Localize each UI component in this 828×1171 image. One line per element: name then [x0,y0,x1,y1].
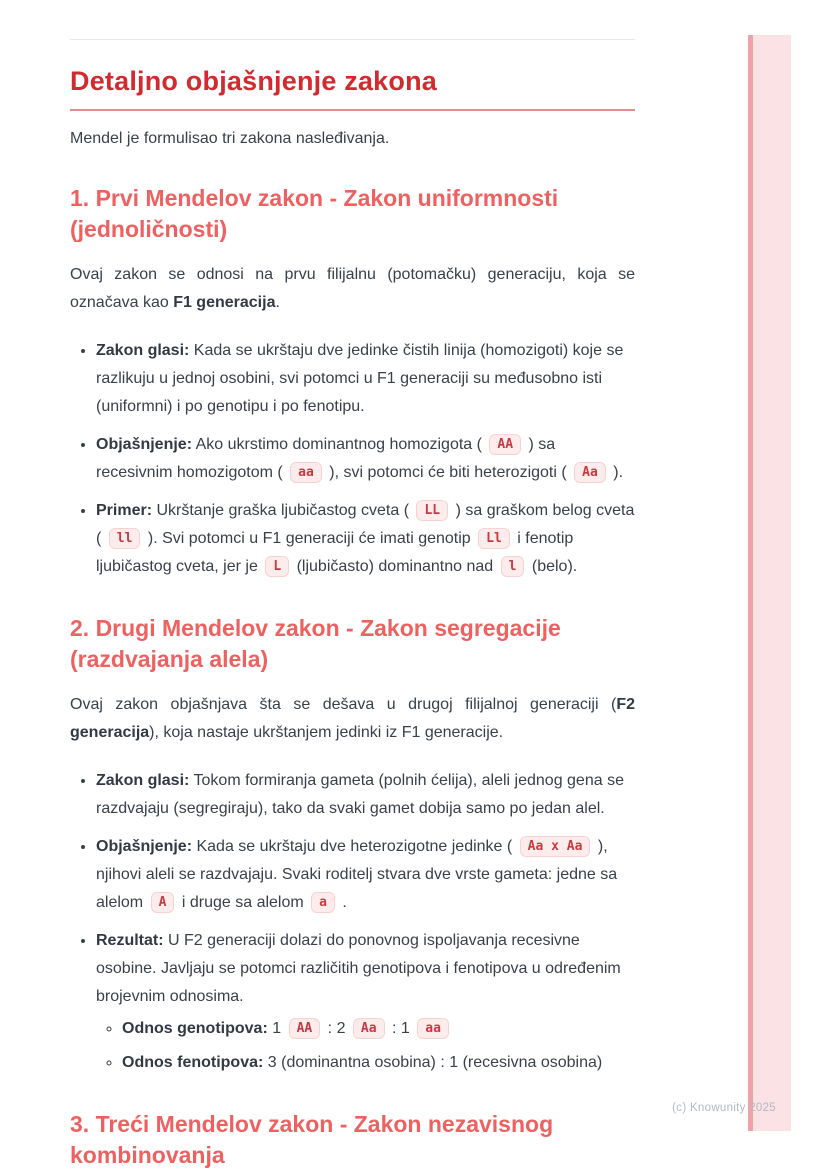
text-run: i fenotip ljubičastog cveta, jer je [96,530,574,575]
bold-text: F2 generacija [70,696,635,741]
text-run: Ovaj zakon objašnjava šta se dešava u drugoj filijalnoj generaciji ( [70,696,617,713]
text-run: U F2 generaciji dolazi do ponovnog ispoljavanja recesivne osobine. Javljaju se potomci različitih genotipova i fenotipova u određenim brojevnim odnosima. [96,932,621,1005]
text-run: (ljubičasto) dominantno nad [292,558,498,575]
section-paragraph [70,261,635,317]
allele-badge: AA [489,434,521,455]
allele-badge: a [311,892,335,913]
allele-badge: aa [290,462,322,483]
bold-text: Zakon glasi: [96,342,190,359]
section-heading: 2. Drugi Mendelov zakon - Zakon segregacije (razdvajanja alela) [70,615,561,672]
text-run: ), njihovi aleli se razdvajaju. Svaki roditelj stvara dve vrste gameta: jedne sa alelom [96,838,618,911]
bold-text: F1 generacija [173,294,276,311]
sections-container [70,183,635,1171]
allele-badge: Ll [478,528,510,549]
text-run: . [337,894,347,911]
text-run: ). [608,464,624,481]
section-paragraph [70,691,635,747]
text-run: : 2 [323,1020,350,1037]
text-run: . [275,294,280,311]
sub-bullet-item [122,1015,635,1043]
intro-text: Mendel je formulisao tri zakona nasleđivanja. [70,130,390,147]
allele-badge: L [265,556,289,577]
text-run: (belo). [527,558,578,575]
allele-badge: AA [289,1018,321,1039]
page-edge-bar [748,35,791,1131]
section-3 [70,1109,635,1171]
bullet-item [96,497,635,581]
section-heading: 1. Prvi Mendelov zakon - Zakon uniformnosti (jednoličnosti) [70,185,559,242]
bold-text: Odnos genotipova: [122,1020,268,1037]
text-run: : 1 [387,1020,415,1037]
text-run: Ako ukrstimo dominantnog homozigota ( [192,436,487,453]
bold-text: Objašnjenje: [96,436,193,453]
text-run: ), svi potomci će biti heterozigoti ( [324,464,572,481]
bullet-item [96,833,635,917]
text-run: ), koja nastaje ukrštanjem jedinki iz F1 generacije. [149,724,504,741]
section-1 [70,183,635,581]
bullet-list [70,337,635,581]
page-title: Detaljno objašnjenje zakona [70,66,635,111]
sub-bullet-list [96,1015,635,1077]
allele-badge: l [501,556,525,577]
allele-badge: ll [109,528,141,549]
bold-text: Objašnjenje: [96,838,193,855]
section-2 [70,613,635,1077]
bullet-list [70,767,635,1077]
text-run: ). Svi potomci u F1 generaciji će imati genotip [143,530,476,547]
section-heading: 3. Treći Mendelov zakon - Zakon nezavisnog kombinovanja [70,1111,554,1168]
bold-text: Rezultat: [96,932,164,949]
document-page [70,0,635,1171]
text-run: 3 (dominantna osobina) : 1 (recesivna osobina) [263,1054,603,1071]
text-run: ) sa recesivnim homozigotom ( [96,436,556,481]
text-run: Ukrštanje graška ljubičastog cveta ( [152,502,414,519]
watermark-credit: (c) Knowunity 2025 [672,1102,776,1114]
text-run: Tokom formiranja gameta (polnih ćelija), aleli jednog gena se razdvajaju (segregiraju), tako da svaki gamet dobija samo po jedan alel. [96,772,624,817]
bullet-item [96,767,635,823]
text-run: ) sa graškom belog cveta ( [96,502,635,547]
bullet-item [96,927,635,1077]
bold-text: Zakon glasi: [96,772,190,789]
text-run: Kada se ukrštaju dve heterozigotne jedinke ( [192,838,517,855]
text-run: 1 [267,1020,286,1037]
text-run: Ovaj zakon se odnosi na prvu filijalnu (potomačku) generaciju, koja se označava kao [70,266,635,311]
allele-badge: A [151,892,175,913]
allele-badge: Aa [574,462,606,483]
text-run: Kada se ukrštaju dve jedinke čistih linija (homozigoti) koje se razlikuju u jednoj osobini, svi potomci u F1 generaciji su međusobno isti (uniformni) i po genotipu i po fenotipu. [96,342,624,415]
sub-bullet-item [122,1049,635,1077]
top-divider [70,39,635,40]
allele-badge: aa [417,1018,449,1039]
bold-text: Odnos fenotipova: [122,1054,264,1071]
bullet-item [96,337,635,421]
text-run: i druge sa alelom [177,894,309,911]
bullet-item [96,431,635,487]
allele-badge: LL [416,500,448,521]
bold-text: Primer: [96,502,153,519]
allele-badge: Aa x Aa [520,836,591,857]
allele-badge: Aa [353,1018,385,1039]
